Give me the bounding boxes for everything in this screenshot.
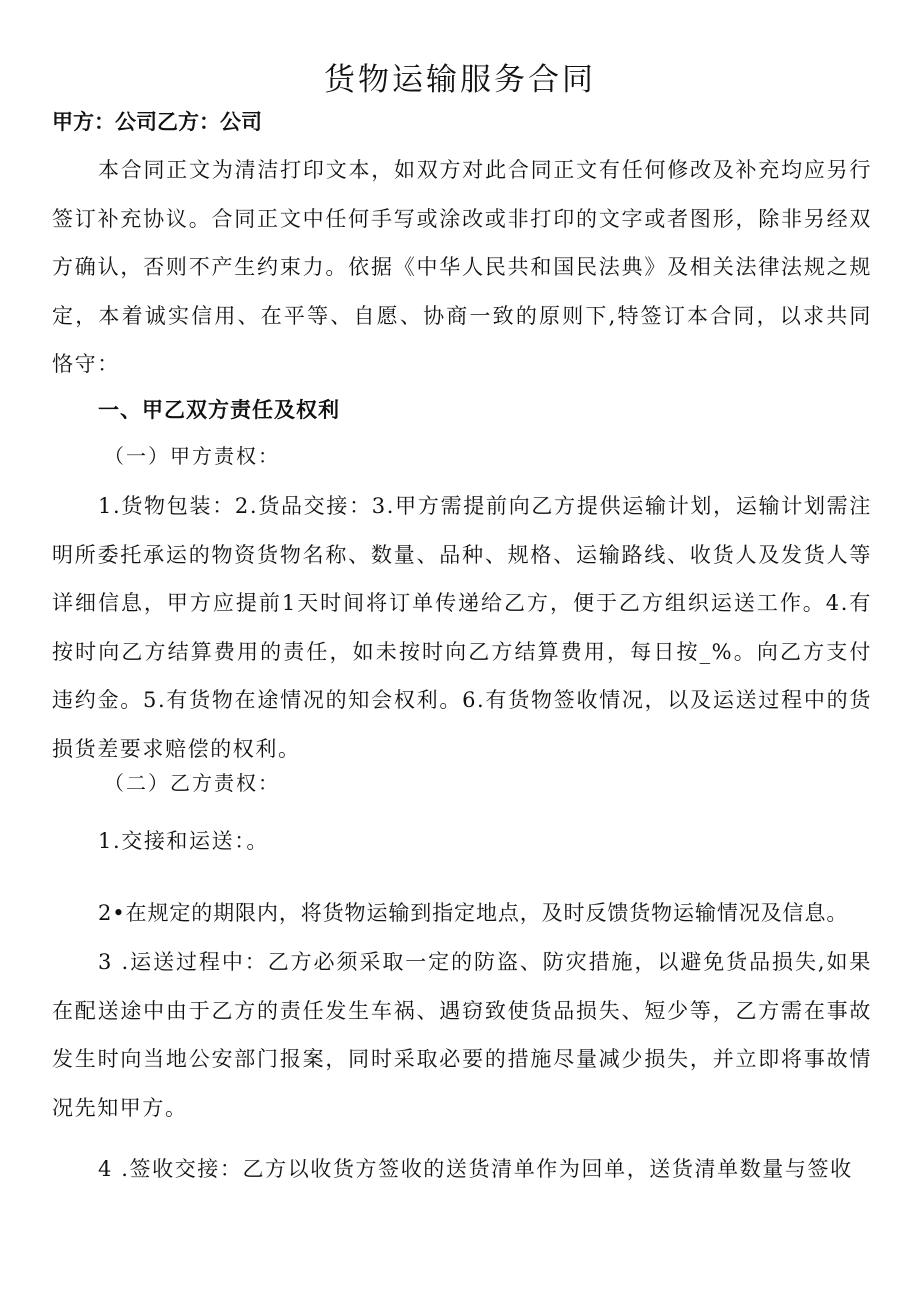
section-heading-responsibilities: 一、甲乙双方责任及权利 <box>98 398 340 422</box>
party-b-item-4: 4 .签收交接：乙方以收货方签收的送货清单作为回单，送货清单数量与签收 <box>98 1157 853 1181</box>
party-a-heading: （一）甲方责权： <box>104 444 280 468</box>
party-b-item-1: 1.交接和运送：。 <box>98 829 269 853</box>
party-b-heading: （二）乙方责权： <box>104 771 280 795</box>
parties-line: 甲方：公司乙方：公司 <box>52 110 262 134</box>
party-b-item-3: 3 .运送过程中：乙方必须采取一定的防盗、防灾措施，以避免货品损失,如果在配送途中由于乙方的责任发生车祸、遇窃致使货品损失、短少等，乙方需在事故发生时向当地公安部门报案，同时采取必要的措施尽量减少损失，并立即将事故情况先知甲方。 <box>52 950 872 1120</box>
party-b-item-2: 2•在规定的期限内，将货物运输到指定地点，及时反馈货物运输情况及信息。 <box>98 901 849 925</box>
document-title: 货物运输服务合同 <box>324 62 596 98</box>
preamble-paragraph: 本合同正文为清洁打印文本，如双方对此合同正文有任何修改及补充均应另行签订补充协议。合同正文中任何手写或涂改或非打印的文字或者图形，除非另经双方确认，否则不产生约束力。依据《中华人民共和国民法典》及相关法律法规之规定，本着诚实信用、在平等、自愿、协商一致的原则下,特签订本合同，以求共同恪守： <box>52 158 872 376</box>
party-a-paragraph: 1.货物包装：2.货品交接：3.甲方需提前向乙方提供运输计划，运输计划需注明所委托承运的物资货物名称、数量、品种、规格、运输路线、收货人及发货人等详细信息，甲方应提前1天时间将订单传递给乙方，便于乙方组织运送工作。4.有按时向乙方结算费用的责任，如未按时向乙方结算费用，每日按_%。向乙方支付违约金。5.有货物在途情况的知会权利。6.有货物签收情况，以及运送过程中的货损货差要求赔偿的权利。 <box>52 494 872 761</box>
